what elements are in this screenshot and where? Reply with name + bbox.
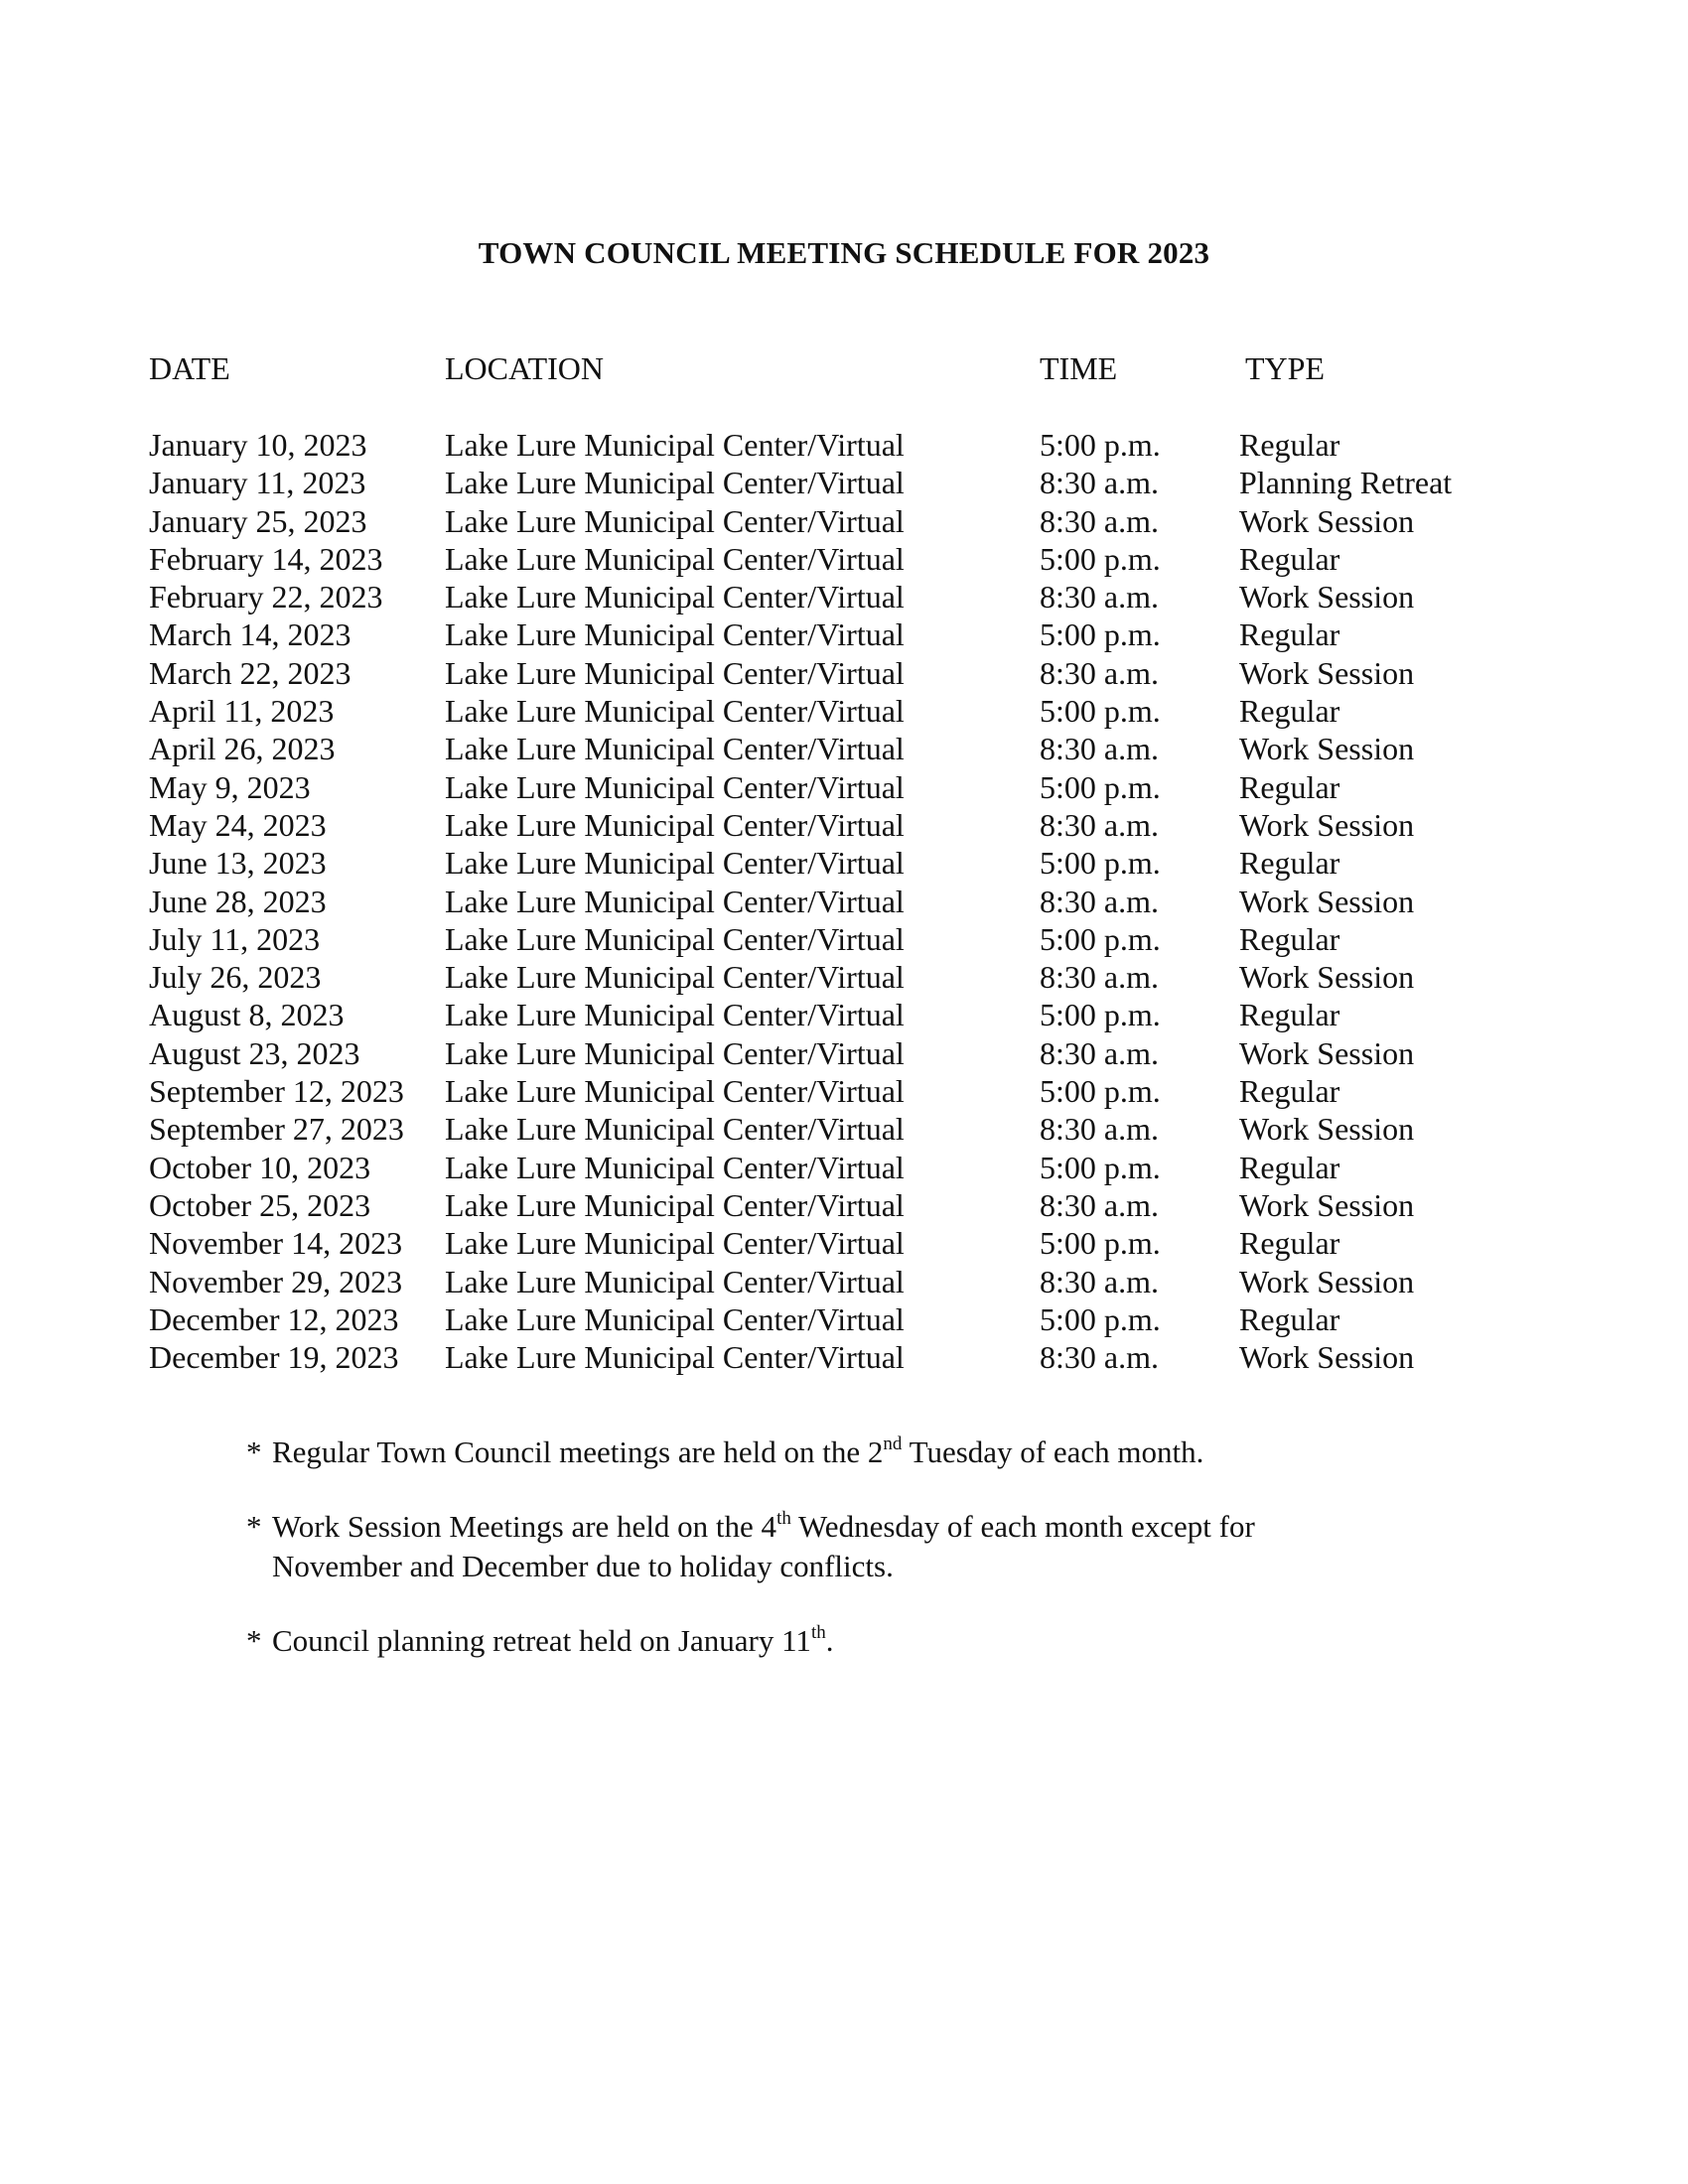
cell-date: April 26, 2023 — [149, 731, 336, 767]
cell-date: October 10, 2023 — [149, 1149, 371, 1185]
note-work-session-text: Work Session Meetings are held on the 4 — [272, 1509, 777, 1544]
note-retreat-text-end: . — [825, 1623, 834, 1658]
cell-location: Lake Lure Municipal Center/Virtual — [445, 1225, 905, 1262]
table-row — [0, 426, 1688, 464]
table-row — [0, 1186, 1688, 1224]
note-work-session-superscript: th — [776, 1507, 791, 1529]
table-row — [0, 1224, 1688, 1262]
cell-location: Lake Lure Municipal Center/Virtual — [445, 1034, 905, 1071]
page-title: TOWN COUNCIL MEETING SCHEDULE FOR 2023 — [478, 235, 1210, 270]
note-regular-superscript: nd — [883, 1433, 903, 1454]
cell-type: Work Session — [1239, 502, 1415, 539]
note-work-sessions — [246, 1507, 1255, 1586]
table-row — [0, 692, 1688, 730]
cell-type: Regular — [1239, 693, 1340, 730]
table-row — [0, 1072, 1688, 1110]
cell-date: July 11, 2023 — [149, 920, 321, 957]
cell-date: May 24, 2023 — [149, 806, 327, 843]
cell-location: Lake Lure Municipal Center/Virtual — [445, 997, 905, 1033]
table-row — [0, 996, 1688, 1033]
note-work-session-line2: November and December due to holiday conflicts. — [272, 1549, 894, 1583]
note-retreat-superscript: th — [810, 1621, 826, 1643]
cell-type: Work Session — [1239, 959, 1415, 996]
cell-location: Lake Lure Municipal Center/Virtual — [445, 1186, 905, 1223]
note-work-session-text-end: Wednesday of each month except for — [790, 1509, 1255, 1544]
table-row — [0, 578, 1688, 615]
table-row — [0, 806, 1688, 844]
cell-time: 5:00 p.m. — [1040, 1225, 1161, 1262]
cell-time: 5:00 p.m. — [1040, 920, 1161, 957]
cell-date: May 9, 2023 — [149, 768, 311, 805]
cell-date: June 13, 2023 — [149, 845, 327, 882]
cell-type: Regular — [1239, 1300, 1340, 1337]
cell-type: Regular — [1239, 920, 1340, 957]
table-row — [0, 958, 1688, 996]
note-bullet: * — [246, 1434, 262, 1469]
note-regular-meetings — [246, 1433, 1203, 1472]
cell-time: 5:00 p.m. — [1040, 997, 1161, 1033]
cell-date: October 25, 2023 — [149, 1186, 371, 1223]
cell-time: 5:00 p.m. — [1040, 427, 1161, 463]
cell-time: 5:00 p.m. — [1040, 1073, 1161, 1110]
cell-time: 8:30 a.m. — [1040, 465, 1159, 501]
cell-type: Regular — [1239, 845, 1340, 882]
column-header-date: DATE — [149, 350, 230, 386]
cell-location: Lake Lure Municipal Center/Virtual — [445, 1073, 905, 1110]
table-row — [0, 730, 1688, 767]
cell-type: Regular — [1239, 1149, 1340, 1185]
cell-type: Work Session — [1239, 731, 1415, 767]
table-row — [0, 502, 1688, 540]
cell-date: November 29, 2023 — [149, 1263, 403, 1299]
cell-date: June 28, 2023 — [149, 883, 327, 919]
cell-time: 8:30 a.m. — [1040, 731, 1159, 767]
cell-time: 8:30 a.m. — [1040, 654, 1159, 691]
cell-date: March 22, 2023 — [149, 654, 352, 691]
note-planning-retreat — [246, 1621, 833, 1661]
cell-type: Work Session — [1239, 883, 1415, 919]
table-row — [0, 464, 1688, 501]
cell-type: Work Session — [1239, 1263, 1415, 1299]
cell-time: 5:00 p.m. — [1040, 540, 1161, 577]
table-row — [0, 883, 1688, 920]
cell-location: Lake Lure Municipal Center/Virtual — [445, 502, 905, 539]
meeting-schedule-table — [0, 426, 1688, 1376]
cell-date: March 14, 2023 — [149, 616, 352, 653]
cell-type: Regular — [1239, 997, 1340, 1033]
cell-location: Lake Lure Municipal Center/Virtual — [445, 883, 905, 919]
cell-location: Lake Lure Municipal Center/Virtual — [445, 1300, 905, 1337]
note-regular-text: Regular Town Council meetings are held on the 2 — [272, 1434, 884, 1469]
cell-type: Planning Retreat — [1239, 465, 1453, 501]
table-row — [0, 1110, 1688, 1148]
cell-location: Lake Lure Municipal Center/Virtual — [445, 1339, 905, 1376]
cell-time: 8:30 a.m. — [1040, 1034, 1159, 1071]
cell-time: 5:00 p.m. — [1040, 768, 1161, 805]
cell-location: Lake Lure Municipal Center/Virtual — [445, 1149, 905, 1185]
cell-time: 5:00 p.m. — [1040, 616, 1161, 653]
cell-type: Regular — [1239, 427, 1340, 463]
cell-time: 8:30 a.m. — [1040, 579, 1159, 615]
cell-date: January 11, 2023 — [149, 465, 366, 501]
cell-type: Regular — [1239, 1225, 1340, 1262]
cell-time: 8:30 a.m. — [1040, 883, 1159, 919]
cell-location: Lake Lure Municipal Center/Virtual — [445, 465, 905, 501]
cell-location: Lake Lure Municipal Center/Virtual — [445, 806, 905, 843]
cell-date: August 23, 2023 — [149, 1034, 360, 1071]
cell-date: September 12, 2023 — [149, 1073, 404, 1110]
table-row — [0, 1263, 1688, 1300]
cell-location: Lake Lure Municipal Center/Virtual — [445, 959, 905, 996]
cell-type: Work Session — [1239, 1111, 1415, 1148]
cell-time: 8:30 a.m. — [1040, 806, 1159, 843]
cell-type: Work Session — [1239, 1339, 1415, 1376]
table-row — [0, 615, 1688, 653]
cell-time: 8:30 a.m. — [1040, 1111, 1159, 1148]
cell-date: January 10, 2023 — [149, 427, 367, 463]
cell-time: 5:00 p.m. — [1040, 1149, 1161, 1185]
cell-location: Lake Lure Municipal Center/Virtual — [445, 540, 905, 577]
table-row — [0, 540, 1688, 578]
note-bullet: * — [246, 1509, 262, 1544]
note-regular-text-end: Tuesday of each month. — [902, 1434, 1204, 1469]
cell-type: Regular — [1239, 616, 1340, 653]
cell-location: Lake Lure Municipal Center/Virtual — [445, 654, 905, 691]
cell-time: 5:00 p.m. — [1040, 1300, 1161, 1337]
cell-type: Work Session — [1239, 579, 1415, 615]
cell-date: November 14, 2023 — [149, 1225, 403, 1262]
table-row — [0, 654, 1688, 692]
cell-time: 5:00 p.m. — [1040, 845, 1161, 882]
table-row — [0, 1149, 1688, 1186]
cell-type: Work Session — [1239, 1186, 1415, 1223]
cell-date: January 25, 2023 — [149, 502, 367, 539]
cell-location: Lake Lure Municipal Center/Virtual — [445, 768, 905, 805]
cell-date: December 19, 2023 — [149, 1339, 399, 1376]
column-header-time: TIME — [1040, 350, 1118, 386]
table-row — [0, 768, 1688, 806]
cell-type: Regular — [1239, 540, 1340, 577]
cell-type: Work Session — [1239, 654, 1415, 691]
cell-location: Lake Lure Municipal Center/Virtual — [445, 731, 905, 767]
cell-type: Work Session — [1239, 1034, 1415, 1071]
table-row — [0, 1034, 1688, 1072]
cell-time: 8:30 a.m. — [1040, 1186, 1159, 1223]
cell-time: 8:30 a.m. — [1040, 959, 1159, 996]
cell-location: Lake Lure Municipal Center/Virtual — [445, 427, 905, 463]
note-bullet: * — [246, 1623, 262, 1658]
cell-type: Regular — [1239, 1073, 1340, 1110]
cell-date: July 26, 2023 — [149, 959, 322, 996]
cell-location: Lake Lure Municipal Center/Virtual — [445, 693, 905, 730]
cell-time: 8:30 a.m. — [1040, 1339, 1159, 1376]
cell-date: August 8, 2023 — [149, 997, 345, 1033]
table-row — [0, 920, 1688, 958]
cell-location: Lake Lure Municipal Center/Virtual — [445, 920, 905, 957]
cell-type: Regular — [1239, 768, 1340, 805]
cell-location: Lake Lure Municipal Center/Virtual — [445, 579, 905, 615]
cell-date: February 14, 2023 — [149, 540, 383, 577]
cell-location: Lake Lure Municipal Center/Virtual — [445, 1111, 905, 1148]
cell-date: September 27, 2023 — [149, 1111, 404, 1148]
column-header-type: TYPE — [1245, 350, 1325, 386]
cell-location: Lake Lure Municipal Center/Virtual — [445, 845, 905, 882]
cell-location: Lake Lure Municipal Center/Virtual — [445, 616, 905, 653]
cell-date: December 12, 2023 — [149, 1300, 399, 1337]
column-header-location: LOCATION — [445, 350, 604, 386]
cell-date: April 11, 2023 — [149, 693, 335, 730]
cell-location: Lake Lure Municipal Center/Virtual — [445, 1263, 905, 1299]
cell-time: 8:30 a.m. — [1040, 1263, 1159, 1299]
cell-type: Work Session — [1239, 806, 1415, 843]
table-row — [0, 844, 1688, 882]
cell-time: 8:30 a.m. — [1040, 502, 1159, 539]
note-retreat-text: Council planning retreat held on January 11 — [272, 1623, 811, 1658]
cell-date: February 22, 2023 — [149, 579, 383, 615]
table-row — [0, 1300, 1688, 1338]
cell-time: 5:00 p.m. — [1040, 693, 1161, 730]
table-row — [0, 1338, 1688, 1376]
